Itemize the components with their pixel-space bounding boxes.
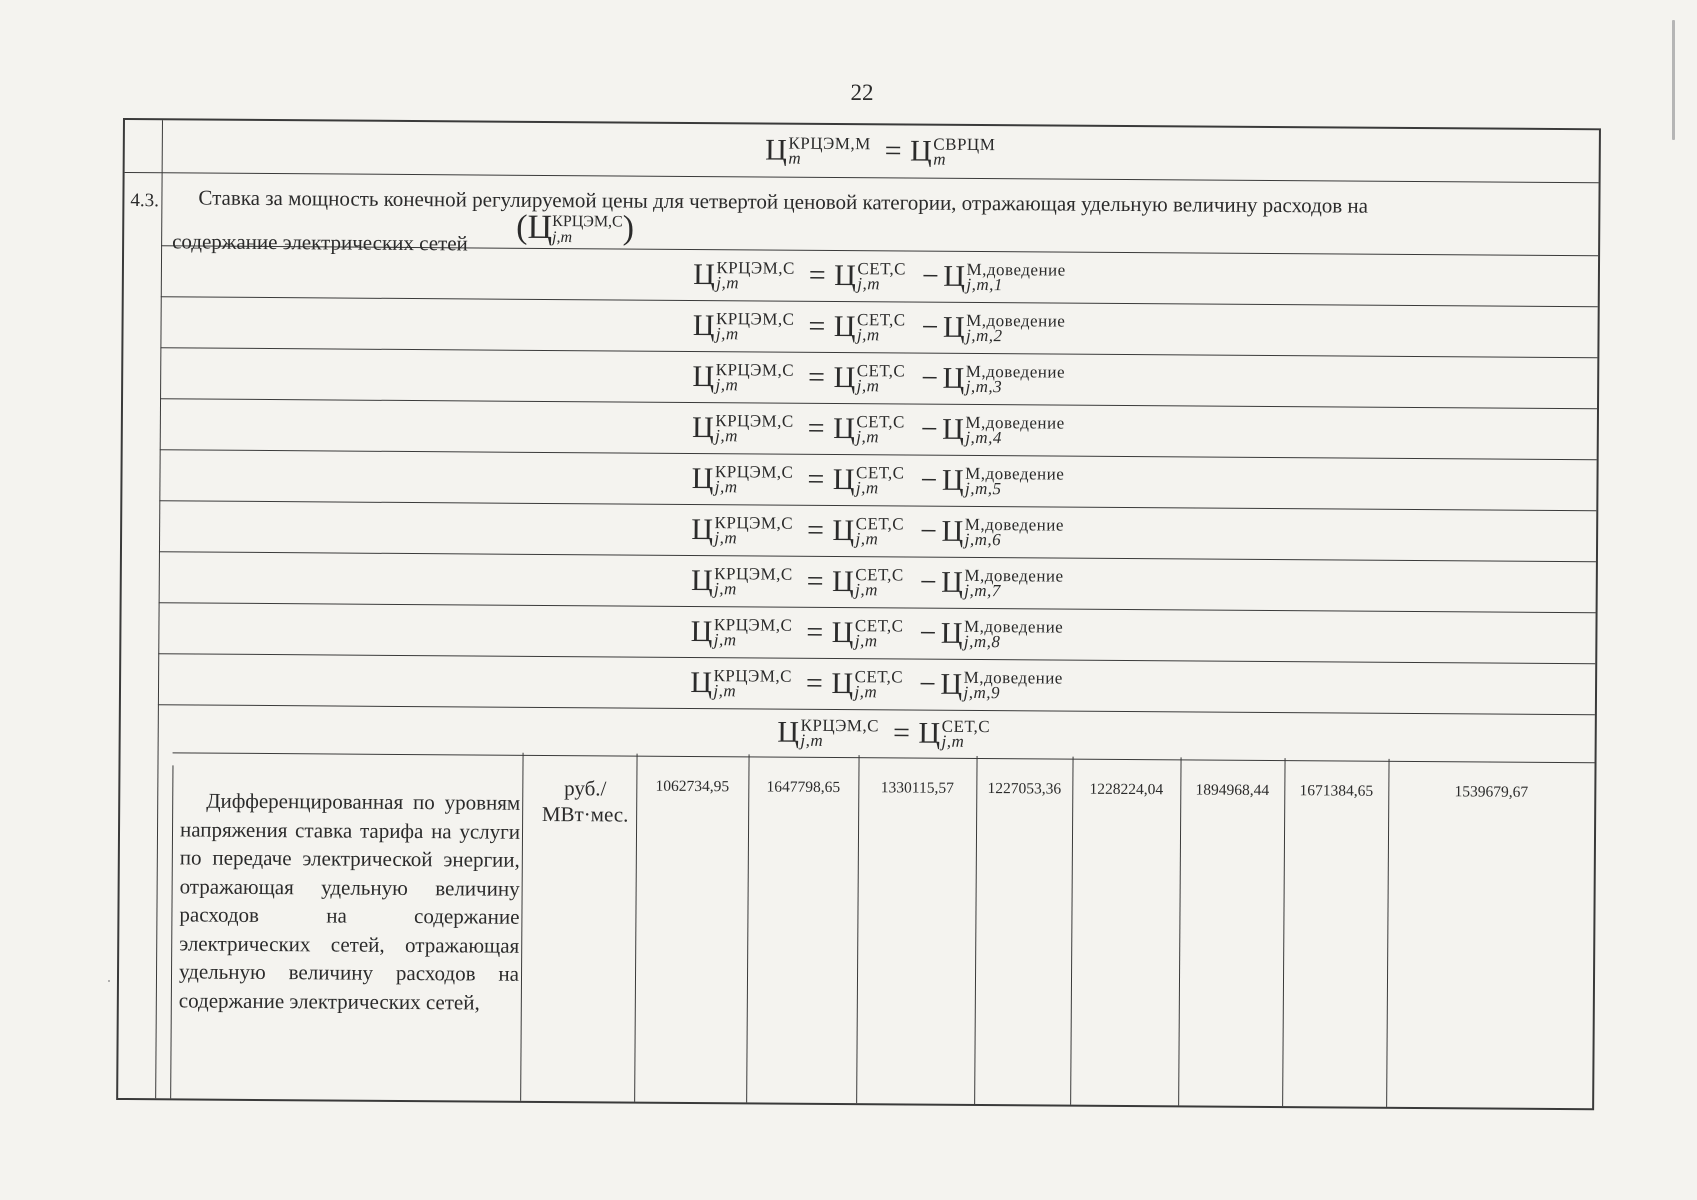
formula-row: Ц КРЦЭМ,С j,m = Ц СЕТ,С j,m − Ц М,доведение j,m,9: [690, 665, 1063, 702]
description-formula: (Ц КРЦЭМ,С j,m ): [516, 208, 635, 247]
page-number: 22: [850, 80, 874, 105]
tariff-value-cell: 1228224,04: [1089, 780, 1164, 799]
formula-row: Ц КРЦЭМ,С j,m = Ц СЕТ,С j,m − Ц М,доведение j,m,4: [691, 410, 1065, 447]
tariff-value-cell: 1671384,65: [1299, 782, 1374, 800]
tariff-value-cell: 1062734,95: [655, 777, 730, 796]
formula-row: Ц КРЦЭМ,С j,m = Ц СЕТ,С j,m − Ц М,доведение j,m,7: [690, 563, 1064, 600]
scan-speck: [108, 980, 110, 982]
column-divider: [856, 755, 859, 1103]
tariff-value-cell: 1894968,44: [1195, 781, 1270, 800]
top-formula: Ц КРЦЭМ,М m = Ц СВРЦМ m: [765, 133, 996, 169]
column-divider: [1386, 759, 1389, 1107]
column-divider: [520, 753, 523, 1101]
column-divider: [974, 756, 977, 1104]
tariff-value-cell: 1330115,57: [880, 779, 954, 797]
scan-edge-mark: [1672, 20, 1675, 140]
formula-row: Ц КРЦЭМ,С j,m = Ц СЕТ,С j,m − Ц М,доведение j,m,3: [692, 359, 1066, 396]
formula-row: Ц КРЦЭМ,С j,m = Ц СЕТ,С j,m − Ц М,доведение j,m,1: [693, 257, 1066, 294]
column-divider: [746, 754, 749, 1102]
section-number: 4.3.: [130, 190, 159, 212]
column-divider: [1178, 757, 1181, 1105]
column-divider: [1282, 758, 1285, 1106]
tariff-value-cell: 1647798,65: [766, 778, 841, 797]
tariff-table: [116, 118, 1601, 1110]
unit-label: руб./ МВт·мес.: [541, 776, 629, 827]
column-divider: [170, 765, 173, 1098]
column-divider: [1070, 757, 1073, 1105]
formula-row: Ц КРЦЭМ,С j,m = Ц СЕТ,С j,m − Ц М,доведение j,m,8: [690, 614, 1064, 651]
tariff-value-cell: 1227053,36: [987, 780, 1062, 798]
formula-row: Ц КРЦЭМ,С j,m = Ц СЕТ,С j,m − Ц М,доведение j,m,2: [692, 308, 1066, 345]
description-line-2: содержание электрических сетей: [172, 229, 468, 256]
formula-row: Ц КРЦЭМ,С j,m = Ц СЕТ,С j,m − Ц М,доведение j,m,5: [691, 461, 1065, 498]
tariff-description: Дифференцированная по уровням напряжения ставка тарифа на услуги по передаче электрической энергии, отражающая удельную величину расходов на содержание электрических сетей, отражающая удельную величину расходов на содержание электрических сетей,: [178, 788, 521, 1015]
tariff-value-cell: 1539679,67: [1454, 783, 1529, 801]
formula-row: Ц КРЦЭМ,С j,m = Ц СЕТ,С j,m − Ц М,доведение j,m,6: [691, 512, 1065, 549]
description-line-1: Ставка за мощность конечной регулируемой цены для четвертой ценовой категории, отражающая удельную величину расходов на: [198, 185, 1369, 218]
final-formula: Ц КРЦЭМ,С j,m = Ц СЕТ,С j,m: [777, 715, 991, 751]
